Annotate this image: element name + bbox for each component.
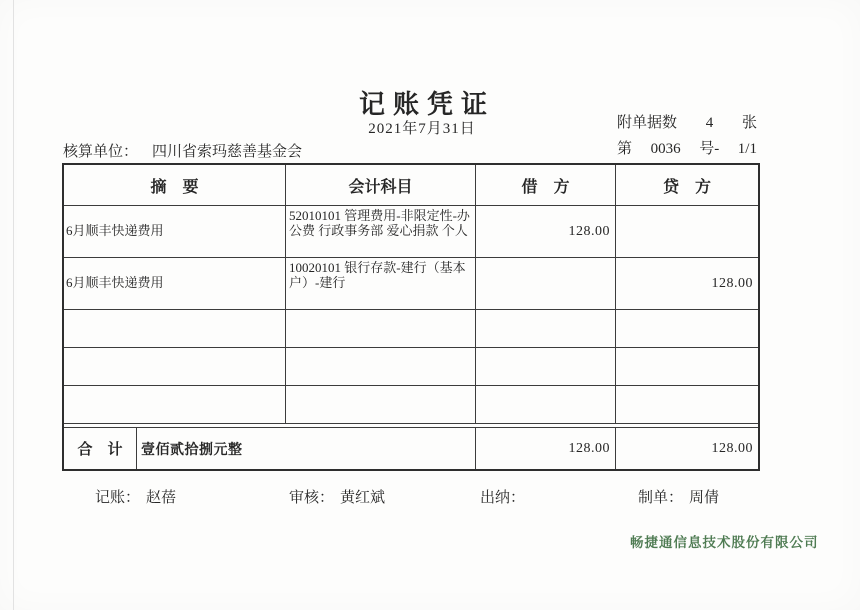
unit-label: 核算单位： xyxy=(63,144,139,160)
signature-cashier xyxy=(480,486,531,507)
bookkeeper-label: 记账： xyxy=(95,490,141,506)
row-debit xyxy=(475,310,615,347)
row-debit: 128.00 xyxy=(475,206,615,257)
attachment-unit: 张 xyxy=(741,115,757,131)
auditor-name: 黄红斌 xyxy=(340,490,386,506)
row-summary xyxy=(64,310,285,347)
table-header-row xyxy=(64,165,758,205)
voucher-number-line xyxy=(617,137,757,158)
row-debit xyxy=(475,386,615,423)
preparer-label: 制单： xyxy=(638,490,684,506)
unit-name: 四川省索玛慈善基金会 xyxy=(152,144,303,160)
row-subject: 10020101 银行存款-建行（基本户）-建行 xyxy=(285,258,475,309)
bookkeeper-name: 赵蓓 xyxy=(146,490,177,506)
attachment-count-line xyxy=(617,111,757,132)
row-summary xyxy=(64,348,285,385)
signature-auditor xyxy=(289,486,385,507)
accounting-unit-line xyxy=(63,140,302,161)
row-subject xyxy=(285,348,475,385)
header-cell-credit: 贷 方 xyxy=(615,165,758,205)
signature-bookkeeper xyxy=(95,486,176,507)
voucher-meta xyxy=(617,111,757,163)
table-row xyxy=(64,257,758,309)
signature-preparer xyxy=(638,486,719,507)
voucher-number: 0036 xyxy=(650,141,681,157)
table-row xyxy=(64,347,758,385)
table-row xyxy=(64,309,758,347)
attachment-label: 附单据数 xyxy=(617,115,678,131)
row-credit: 128.00 xyxy=(615,258,758,309)
row-summary: 6月顺丰快递费用 xyxy=(66,223,164,239)
total-debit: 128.00 xyxy=(475,428,615,469)
auditor-label: 审核： xyxy=(289,490,335,506)
row-debit xyxy=(475,348,615,385)
header-cell-summary: 摘 要 xyxy=(150,178,199,196)
row-summary xyxy=(64,386,285,423)
voucher-date: 2021年7月31日 xyxy=(368,121,476,137)
header-cell-subject: 会计科目 xyxy=(285,165,475,205)
number-prefix: 第 xyxy=(617,141,633,157)
row-credit xyxy=(615,348,758,385)
row-subject: 52010101 管理费用-非限定性-办公费 行政事务部 爱心捐款 个人 xyxy=(285,206,475,257)
cashier-label: 出纳： xyxy=(480,490,526,506)
page-indicator: 1/1 xyxy=(737,141,757,157)
number-suffix: 号- xyxy=(699,141,720,157)
total-amount-in-words: 壹佰贰拾捌元整 xyxy=(136,428,475,469)
row-credit xyxy=(615,386,758,423)
software-company-name: 畅捷通信息技术股份有限公司 xyxy=(630,535,819,550)
preparer-name: 周倩 xyxy=(689,490,720,506)
total-label: 合 计 xyxy=(77,442,123,458)
row-debit xyxy=(475,258,615,309)
row-summary: 6月顺丰快递费用 xyxy=(66,275,164,291)
total-credit: 128.00 xyxy=(615,428,758,469)
total-row xyxy=(64,427,758,469)
attachment-count: 4 xyxy=(705,115,714,131)
row-credit xyxy=(615,206,758,257)
table-row xyxy=(64,205,758,257)
table-row xyxy=(64,385,758,423)
row-subject xyxy=(285,310,475,347)
row-subject xyxy=(285,386,475,423)
voucher-table xyxy=(62,163,760,471)
voucher-title: 记账凭证 xyxy=(358,90,495,119)
header-cell-debit: 借 方 xyxy=(475,165,615,205)
row-credit xyxy=(615,310,758,347)
